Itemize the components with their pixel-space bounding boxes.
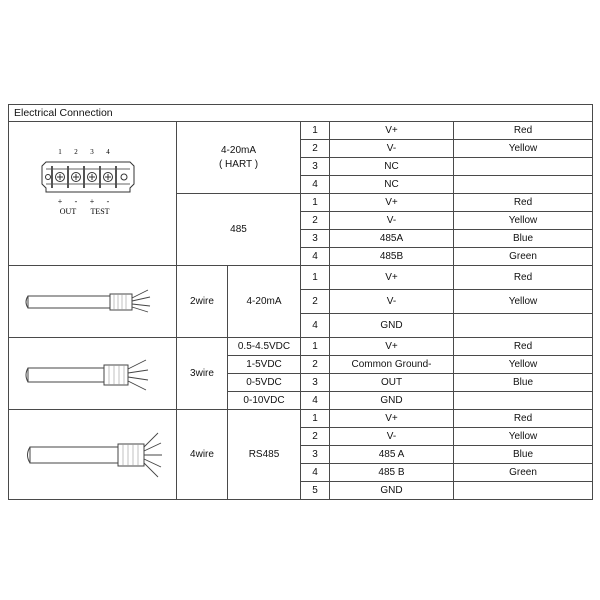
pin-no: 5 (301, 482, 330, 500)
pin-no: 3 (301, 158, 330, 176)
wire-color: Blue (454, 230, 593, 248)
terminal-sign: - (74, 196, 77, 206)
spec-line: 4-20mA (220, 145, 256, 156)
signal: GND (330, 392, 454, 410)
wire-color: Red (454, 410, 593, 428)
wire-type: 3wire (177, 338, 228, 410)
wire-color (454, 176, 593, 194)
wire-color: Green (454, 464, 593, 482)
pin-no: 4 (301, 176, 330, 194)
spec-voltage: 0.5-4.5VDC (228, 338, 301, 356)
wire-color: Yellow (454, 290, 593, 314)
wire-type: 2wire (177, 266, 228, 338)
wire-type: 4wire (177, 410, 228, 500)
signal: 485B (330, 248, 454, 266)
signal: V- (330, 212, 454, 230)
terminal-sign: - (106, 196, 109, 206)
pin-no: 4 (301, 464, 330, 482)
pin-no: 2 (301, 290, 330, 314)
pin-no: 2 (301, 356, 330, 374)
cable-2wire-icon (18, 282, 168, 322)
signal: GND (330, 482, 454, 500)
terminal-sign: + (57, 196, 62, 206)
spec-rs485: RS485 (228, 410, 301, 500)
spec-voltage: 0-10VDC (228, 392, 301, 410)
signal: OUT (330, 374, 454, 392)
cable-4wire-icon (18, 417, 168, 493)
connection-table (8, 104, 593, 500)
wire-color (454, 314, 593, 338)
wire-color: Blue (454, 374, 593, 392)
table-title: Electrical Connection (9, 105, 593, 122)
pin-number: 3 (89, 147, 94, 156)
wire-color: Yellow (454, 428, 593, 446)
pin-number: 1 (57, 147, 62, 156)
signal: V- (330, 140, 454, 158)
wire-color: Red (454, 266, 593, 290)
test-label: TEST (89, 206, 110, 216)
signal: V+ (330, 194, 454, 212)
signal: NC (330, 176, 454, 194)
spec-485: 485 (177, 194, 301, 266)
pin-number: 4 (105, 147, 110, 156)
pin-no: 3 (301, 230, 330, 248)
cable-3wire-diagram (9, 338, 177, 410)
signal: 485A (330, 230, 454, 248)
wire-color: Green (454, 248, 593, 266)
pin-no: 4 (301, 392, 330, 410)
electrical-connection-sheet (8, 104, 592, 497)
wire-color: Red (454, 194, 593, 212)
cable-3wire-icon (18, 346, 168, 402)
pin-no: 1 (301, 338, 330, 356)
wire-color (454, 392, 593, 410)
pin-no: 4 (301, 248, 330, 266)
pin-no: 2 (301, 212, 330, 230)
pin-no: 1 (301, 194, 330, 212)
terminal-block-icon (38, 144, 148, 244)
signal: GND (330, 314, 454, 338)
signal: V+ (330, 410, 454, 428)
pin-no: 3 (301, 446, 330, 464)
spec-line: ( HART ) (218, 158, 259, 170)
pin-no: 1 (301, 266, 330, 290)
wire-color (454, 482, 593, 500)
spec-voltage: 1-5VDC (228, 356, 301, 374)
wire-color: Yellow (454, 140, 593, 158)
pin-no: 4 (301, 314, 330, 338)
pin-number: 2 (73, 147, 78, 156)
signal: V+ (330, 338, 454, 356)
signal: V+ (330, 122, 454, 140)
terminal-block-diagram (9, 122, 177, 266)
pin-no: 1 (301, 122, 330, 140)
signal: 485 B (330, 464, 454, 482)
cable-2wire-diagram (9, 266, 177, 338)
wire-color (454, 158, 593, 176)
out-label: OUT (59, 206, 76, 216)
signal: V+ (330, 266, 454, 290)
spec-4-20ma: 4-20mA (228, 266, 301, 338)
signal: 485 A (330, 446, 454, 464)
terminal-sign: + (89, 196, 94, 206)
spec-4-20ma-hart (177, 122, 301, 194)
signal: NC (330, 158, 454, 176)
wire-color: Red (454, 122, 593, 140)
wire-color: Blue (454, 446, 593, 464)
wire-color: Yellow (454, 356, 593, 374)
pin-no: 3 (301, 374, 330, 392)
spec-voltage: 0-5VDC (228, 374, 301, 392)
wire-color: Yellow (454, 212, 593, 230)
signal: V- (330, 428, 454, 446)
pin-no: 2 (301, 140, 330, 158)
signal: Common Ground- (330, 356, 454, 374)
wire-color: Red (454, 338, 593, 356)
pin-no: 2 (301, 428, 330, 446)
pin-no: 1 (301, 410, 330, 428)
signal: V- (330, 290, 454, 314)
cable-4wire-diagram (9, 410, 177, 500)
